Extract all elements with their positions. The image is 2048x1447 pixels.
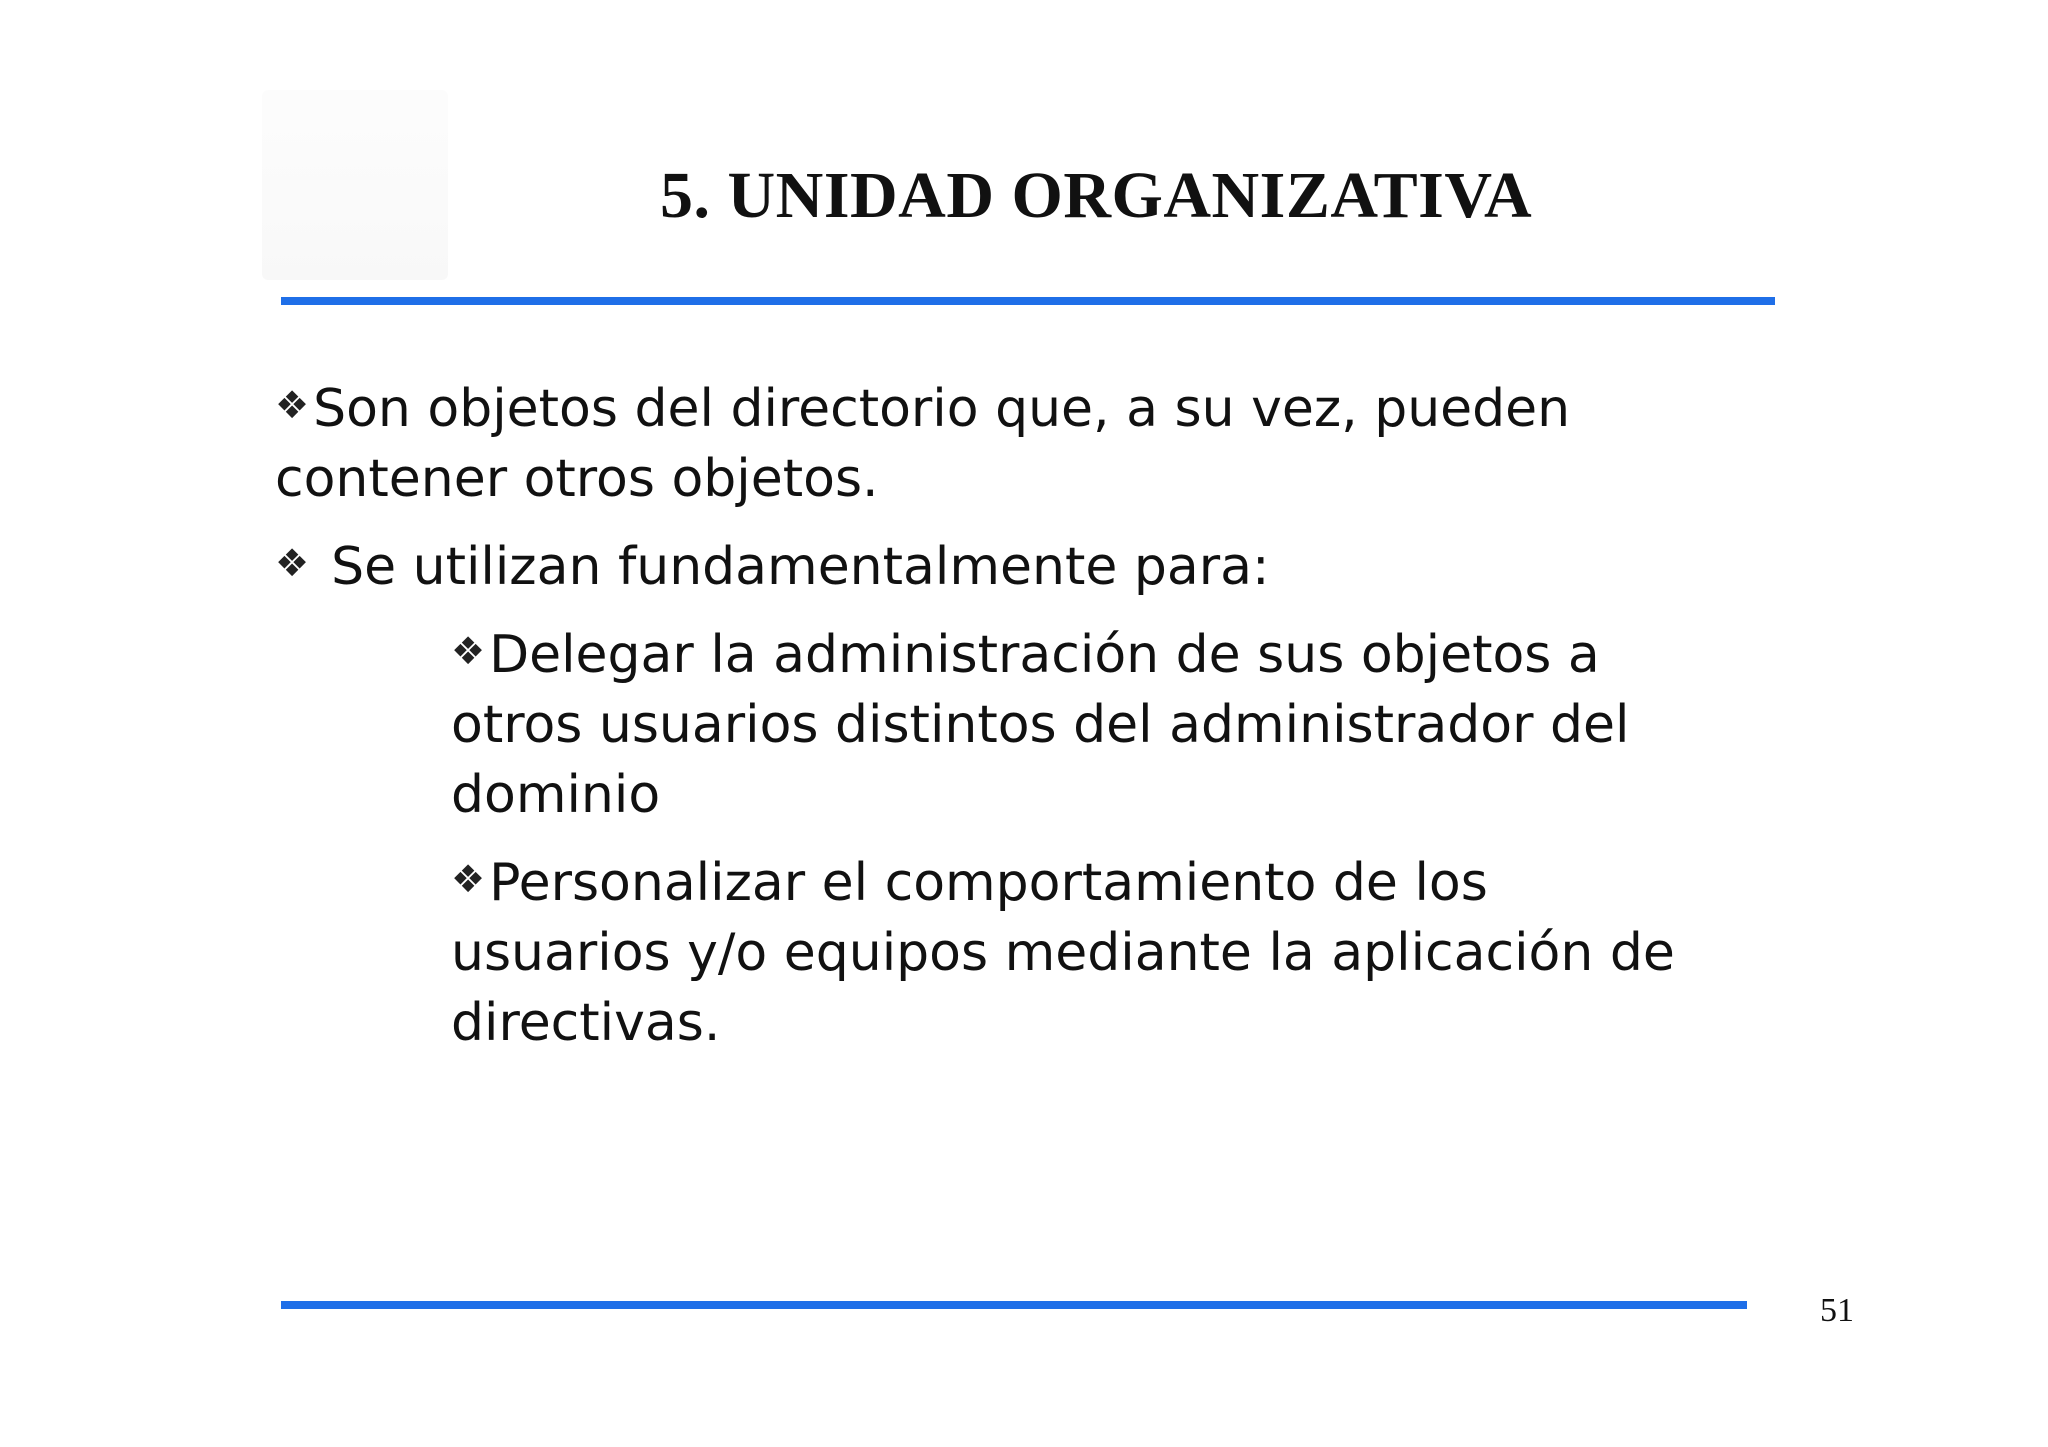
sub-bullet-text: Delegar la administración de sus objetos a otros usuarios distintos del administrador del dominio — [451, 625, 1630, 825]
four-diamond-icon: ❖ — [275, 541, 310, 585]
bullet-text: Son objetos del directorio que, a su vez, pueden contener otros objetos. — [275, 379, 1571, 509]
title-divider — [281, 297, 1775, 305]
bullet-text: Se utilizan fundamentalmente para: — [331, 537, 1270, 597]
sub-bullet-text: Personalizar el comportamiento de los usuarios y/o equipos mediante la aplicación de directivas. — [451, 853, 1675, 1053]
sub-bullet-item — [451, 844, 1681, 1058]
page-number: 51 — [1820, 1292, 1854, 1329]
four-diamond-icon: ❖ — [451, 629, 486, 673]
bullet-item — [275, 370, 1735, 514]
slide-content — [275, 370, 1735, 1058]
four-diamond-icon: ❖ — [451, 857, 486, 901]
bullet-item — [275, 528, 1735, 602]
four-diamond-icon: ❖ — [275, 383, 310, 427]
slide-title: 5. UNIDAD ORGANIZATIVA — [660, 159, 1533, 232]
footer-divider — [281, 1301, 1747, 1309]
sub-bullet-item — [451, 616, 1681, 830]
